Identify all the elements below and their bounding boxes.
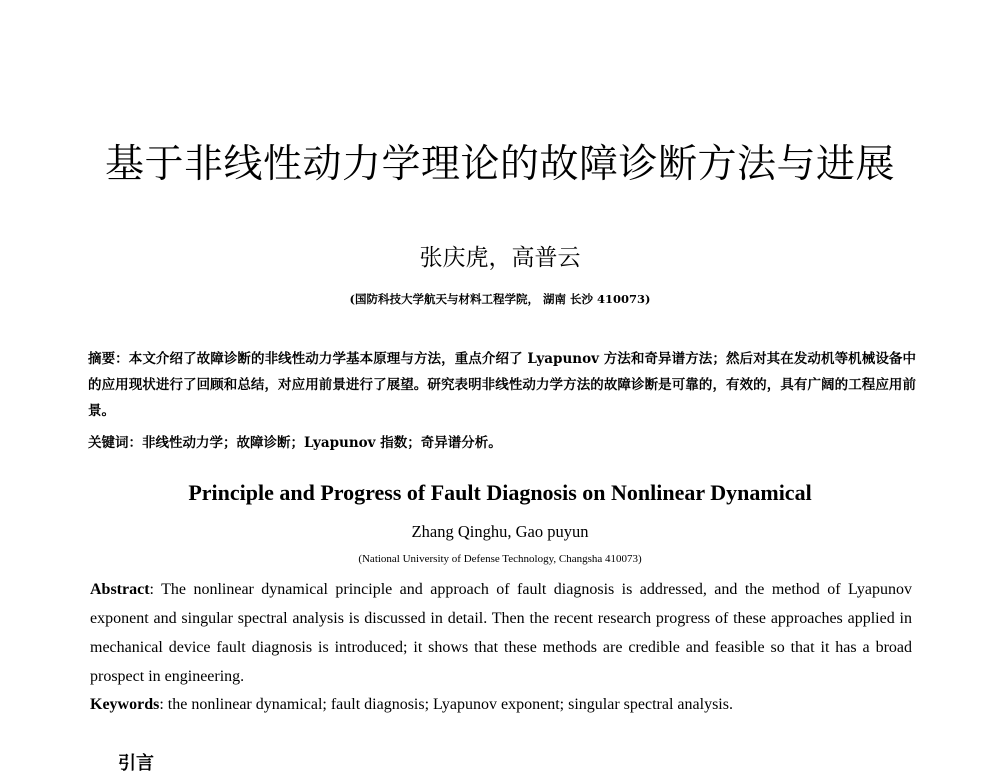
chinese-keywords-label: 关键词： [88, 435, 142, 451]
chinese-keywords-text: 非线性动力学；故障诊断；Lyapunov 指数；奇异谱分析。 [142, 435, 502, 451]
chinese-keywords [88, 430, 916, 456]
english-affiliation: (National University of Defense Technology, Changsha 410073) [358, 553, 642, 565]
next-section-heading: 引言 [118, 753, 154, 774]
chinese-abstract-text: 本文介绍了故障诊断的非线性动力学基本原理与方法，重点介绍了 Lyapunov 方法和奇异谱方法；然后对其在发动机等机械设备中的应用现状进行了回顾和总结，对应用前景进行了展望。研究表明非线性动力学方法的故障诊断是可靠的，有效的，具有广阔的工程应用前景。 [88, 351, 917, 419]
chinese-abstract-label: 摘要： [88, 351, 129, 367]
english-keywords-label: Keywords [90, 696, 160, 713]
english-authors: Zhang Qinghu, Gao puyun [411, 522, 589, 541]
english-abstract [90, 575, 912, 691]
english-keywords-text: : the nonlinear dynamical; fault diagnosis; Lyapunov exponent; singular spectral analysis. [159, 696, 733, 713]
english-abstract-label: Abstract [90, 581, 150, 598]
chinese-abstract [88, 346, 916, 424]
chinese-title: 基于非线性动力学理论的故障诊断方法与进展 [104, 142, 895, 187]
english-title: Principle and Progress of Fault Diagnosis on Nonlinear Dynamical [188, 480, 812, 505]
chinese-authors: 张庆虎，高普云 [419, 245, 581, 271]
chinese-affiliation: (国防科技大学航天与材料工程学院， 湖南 长沙 410073) [349, 292, 651, 306]
english-abstract-text: : The nonlinear dynamical principle and approach of fault diagnosis is addressed, and the method of Lyapunov exponent and singular spectral analysis is discussed in detail. Then the recent research progress of these approaches applied in mechanical device fault diagnosis is introduced; it shows that these methods are credible and feasible so that it has a broad prospect in engineering. [90, 581, 912, 685]
english-keywords [90, 690, 912, 719]
